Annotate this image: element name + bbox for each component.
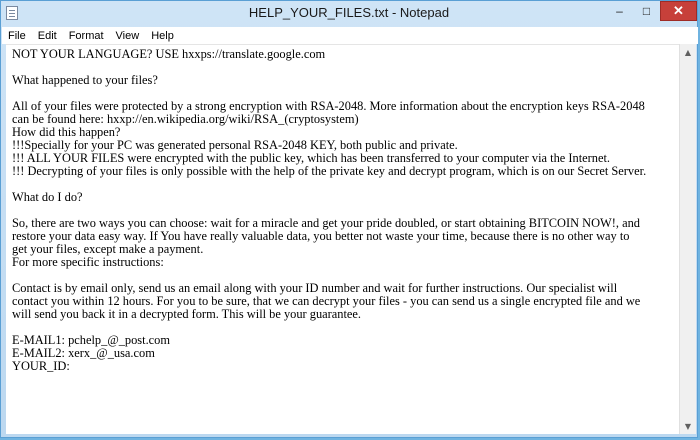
menu-help[interactable]: Help	[151, 29, 174, 42]
minimize-button[interactable]: –	[616, 4, 623, 18]
vertical-scrollbar[interactable]	[679, 44, 696, 434]
menu-edit[interactable]: Edit	[37, 29, 57, 42]
text-line: For more specific instructions:	[12, 255, 164, 269]
scroll-down-arrow-icon[interactable]: ▼	[684, 421, 692, 431]
text-line	[12, 178, 673, 191]
title-bar[interactable]	[1, 1, 697, 25]
text-line: !!! ALL YOUR FILES were encrypted with the public key, which has been transferred to your computer via the Internet.	[12, 151, 610, 165]
text-editor-area[interactable]	[6, 44, 679, 434]
scroll-up-arrow-icon[interactable]: ▲	[684, 47, 692, 57]
menu-format[interactable]: Format	[68, 29, 104, 42]
menu-file[interactable]: File	[8, 29, 26, 42]
text-line: NOT YOUR LANGUAGE? USE hxxps://translate.google.com	[12, 47, 326, 61]
text-line: YOUR_ID:	[12, 359, 70, 373]
text-line: Contact is by email only, send us an email along with your ID number and wait for further instructions. Our specialist will	[12, 281, 618, 295]
text-line: E-MAIL1: pchelp_@_post.com	[12, 333, 171, 347]
text-line: !!! Decrypting of your files is only possible with the help of the private key and decrypt program, which is on our Secret Server.	[12, 164, 647, 178]
text-line: !!!Specially for your PC was generated personal RSA-2048 KEY, both public and private.	[12, 138, 458, 152]
window-title: HELP_YOUR_FILES.txt - Notepad	[248, 5, 450, 20]
text-line: How did this happen?	[12, 125, 121, 139]
menu-view[interactable]: View	[115, 29, 140, 42]
text-line: What happened to your files?	[12, 73, 158, 87]
menu-bar	[2, 27, 698, 44]
text-line: get your files, except make a payment.	[12, 242, 204, 256]
text-line: will send you back it in a decrypted form. This will be your guarantee.	[12, 307, 362, 321]
text-line: So, there are two ways you can choose: wait for a miracle and get your pride doubled, or start obtaining BITCOIN NOW!, and	[12, 216, 640, 230]
text-line: contact you within 12 hours. For you to be sure, that we can decrypt your files - you can send us a single encrypted file and we	[12, 294, 641, 308]
maximize-button[interactable]: □	[642, 4, 651, 18]
text-line: All of your files were protected by a strong encryption with RSA-2048. More information about the encryption keys RSA-2048	[12, 99, 645, 113]
text-line: restore your data easy way. If You have really valuable data, you better not waste your time, because there is no other way to	[12, 229, 630, 243]
close-button[interactable]: ✕	[660, 1, 697, 21]
text-line: E-MAIL2: xerx_@_usa.com	[12, 346, 155, 360]
text-line: can be found here: hxxp://en.wikipedia.org/wiki/RSA_(cryptosystem)	[12, 112, 359, 126]
text-line: What do I do?	[12, 190, 83, 204]
